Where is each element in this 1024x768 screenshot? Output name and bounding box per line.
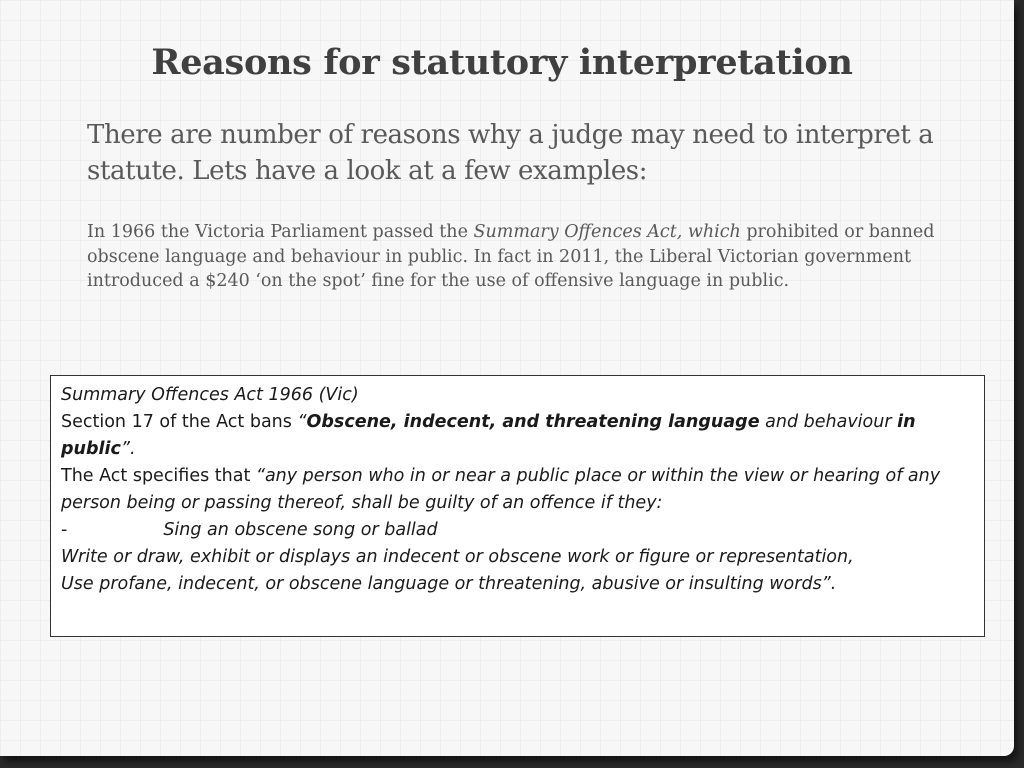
spec-quote: “any person who in or near a public place or within the view or hearing of any person being or passing thereof, shall be guilty of an offence if they: [61, 466, 941, 513]
list-item-2: Write or draw, exhibit or displays an indecent or obscene work or figure or representation, [61, 547, 854, 567]
s17-close: ”. [120, 439, 136, 459]
slide-title: Reasons for statutory interpretation [151, 42, 853, 83]
box-heading: Summary Offences Act 1966 (Vic) [61, 385, 359, 405]
s17-pre: Section 17 of the Act bans [61, 412, 298, 432]
s17-bold: Obscene, indecent, and threatening language [306, 412, 760, 432]
section-17-text [61, 409, 966, 463]
item-1-text: Sing an obscene song or ballad [163, 520, 438, 540]
spec-pre: The Act specifies that [61, 466, 256, 486]
para-part-2: prohibited or banned obscene language and behaviour in public. In fact in 2011, the Liberal Victorian government introduced a $240 ‘on the spot’ fine for the use of offensive language in public. [87, 222, 935, 291]
context-paragraph [87, 220, 967, 294]
s17-bold2: in public [61, 412, 916, 459]
list-item-3: Use profane, indecent, or obscene language or threatening, abusive or insulting words”. [61, 574, 837, 594]
statute-excerpt-box [50, 375, 985, 637]
intro-text: There are number of reasons why a judge may need to interpret a statute. Lets have a look at a few examples: [87, 120, 934, 186]
act-name: Summary Offences Act, which [473, 222, 741, 242]
s17-mid: and behaviour [759, 412, 898, 432]
s17-quote-open: “ [297, 412, 307, 432]
list-item-1 [61, 517, 984, 544]
list-dash: - [61, 520, 68, 540]
act-specifies-text [61, 463, 966, 517]
para-part-1: In 1966 the Victoria Parliament passed the [87, 222, 474, 242]
